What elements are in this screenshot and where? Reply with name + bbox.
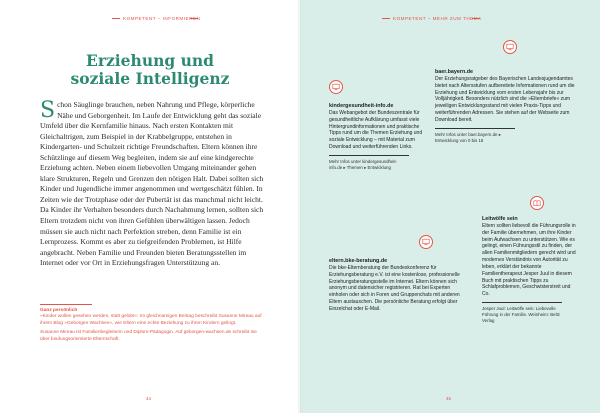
entry-more-info: Jesper Juul: Leitwölfe sein: Liebevolle Führung in der Familie. Weinheim: Beltz Verlag <box>482 302 562 323</box>
body-text <box>40 100 264 269</box>
entry-name: eltern.bke-beratung.de <box>329 258 388 264</box>
entry-more-info: Mehr Infos unter baer.bayern.de ▸ Entwicklung von 0 bis 18 <box>435 128 515 144</box>
tip-source: Susanne Mireau ist Familienbegleiterin und Diplom-Pädagogin. Auf geborgen-wachsen.de schreibt sie über bindungsorientierte Elternschaft. <box>40 330 257 342</box>
right-page <box>300 0 600 413</box>
entry-name: kindergesundheit-info.de <box>329 103 394 109</box>
running-head-rule-right <box>190 18 198 19</box>
dropcap: S <box>40 98 56 123</box>
running-head: KOMPETENT – INFORMIEREN <box>123 16 201 21</box>
resource-entry-baer <box>435 69 575 143</box>
entry-name: Leitwölfe sein <box>482 216 518 222</box>
entry-more-info: Mehr Infos unter kindergesundheit-info.de ▸ Themen ▸ Entwicklung <box>329 155 409 171</box>
tip-box <box>40 308 264 343</box>
running-head-rule-left <box>382 18 390 19</box>
resource-entry-leitwoelfe <box>482 216 576 324</box>
entry-text: Die bke-Elternberatung der Bundeskonferenz für Erziehungsberatung e.V. ist eine kostenlose, professionelle Erziehungsberatungsstelle im Internet. Eltern können sich anonym und datensicher registrieren. Rat bei Experten einholen oder sich in Foren und Gruppenchats mit anderen Eltern austauschen. Die persönliche Beratung erfolgt über Einzelchat oder E-Mail. <box>329 264 460 312</box>
monitor-icon <box>329 80 343 94</box>
running-head-rule-right <box>472 18 480 19</box>
tip-heading: Ganz persönlich <box>40 308 78 313</box>
running-head: KOMPETENT – MEHR ZUM THEMA <box>393 16 482 21</box>
entry-name: baer.bayern.de <box>435 69 474 75</box>
page-number-left: 44 <box>146 396 152 401</box>
book-icon <box>530 196 544 210</box>
running-head-rule-left <box>112 18 120 19</box>
title-line-2: soziale Intelligenz <box>70 69 230 88</box>
entry-text: Der Erziehungsratgeber des Bayerischen Landesjugendamtes bietet nach Altersstufen aufbereitete Informationen rund um die Erziehung und Entwicklung vom ersten Lebensjahr bis zur Volljährigkeit. Besonders nützlich sind die »Elternbriefe« zum jeweiligen Entwicklungsstand mit vielen Praxis-Tipps und weiterführenden Adressen. Sie stehen auf der Webseite zum Download bereit. <box>435 75 575 123</box>
entry-text: Das Webangebot der Bundeszentrale für gesundheitliche Aufklärung umfasst viele Hintergrundinformationen und praktische Tipps rund um die Themen Erziehung und soziale Entwicklung – mit Material zum Download und weiterführenden Links. <box>329 109 423 151</box>
tip-text: »Kinder wollen gesehen werden, statt gelobt«: Im gleichnamigen Beitrag beschreibt Susanne Mireau auf ihrem Blog »Geborgen Wachsen«, wie Eltern eine echte Beziehung zu ihren Kindern gelingt. <box>40 314 262 326</box>
monitor-icon <box>419 235 433 249</box>
page-number-right: 45 <box>446 396 452 401</box>
resource-entry-kindergesundheit <box>329 103 424 171</box>
title-line-1: Erziehung und <box>86 51 214 70</box>
entry-text: Eltern sollten liebevoll die Führungsrolle in der Familie übernehmen, um ihre Kinder beim Aufwachsen zu unterstützen. Wie es gelingt, einen Führungsstil zu finden, der allen Familienmitgliedern gerecht wird und modernes Verständnis von Autorität zu leben, erklärt der bekannte Familientherapeut Jesper Juul in diesem Buch mit praktischen Tipps zu Schlafproblemen, Geschwisterstreit und Co. <box>482 222 576 298</box>
body-paragraph: chon Säuglinge brauchen, neben Nahrung und Pflege, körperliche Nähe und Geborgenheit. Im Laufe der Entwicklung geht das soziale Umfeld über die Kernfamilie hinaus. Nach ersten Kontakten mit Gleichaltrigen, zum Beispiel in der Krabbelgruppe, entstehen in Kindergarten- und Schulzeit richtige Freundschaften. Eltern können ihre Schützlinge auf diesem Weg begleiten, indem sie auf eine kindgerechte Erziehung achten. Neben einem liebevollen Umgang miteinander gehen klare Strukturen, Regeln und Grenzen den nötigen Halt. Dabei sollten sich Kinder und Jugendliche immer angenommen und wertgeschätzt fühlen. In Zeiten wie der Trotzphase oder der Pubertät ist das manchmal nicht leicht. Da Kinder ihr Verhalten besonders durch Nachahmung lernen, sollten sich Eltern trotzdem nicht von ihren Gefühlen überwältigen lassen. Jedoch müssen sie auch nicht nach Perfektion streben, denn Familie ist ein Lernprozess. Kommt es aber zu tiefgreifenden Problemen, ist Hilfe angebracht. Neben Familie und Freunden bieten Beratungsstellen im Internet oder vor Ort in Erziehungsfragen Unterstützung an. <box>40 100 264 268</box>
tip-rule <box>40 304 92 305</box>
page-title <box>40 52 260 88</box>
monitor-icon <box>503 40 517 54</box>
book-gutter <box>298 0 302 413</box>
resource-entry-bke <box>329 258 469 313</box>
